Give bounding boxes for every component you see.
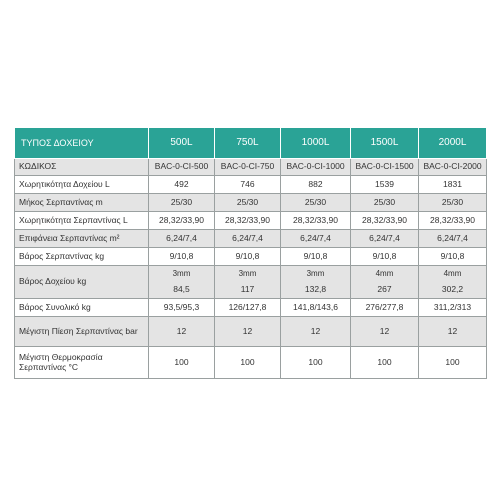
cell: 93,5/95,3 [149,299,215,317]
cell: BAC-0-CI-2000 [419,159,487,176]
table-row [15,159,487,176]
cell: 25/30 [149,194,215,212]
cell: 746 [215,176,281,194]
cell: 28,32/33,90 [351,212,419,230]
cell: 311,2/313 [419,299,487,317]
cell: 6,24/7,4 [149,230,215,248]
cell [149,266,215,299]
table-row [15,230,487,248]
cell [281,266,351,299]
cell: 1539 [351,176,419,194]
table-row [15,266,487,299]
row-label: ΚΩΔΙΚΟΣ [15,159,149,176]
weight: 302,2 [441,284,464,295]
cell: 25/30 [215,194,281,212]
row-label: Βάρος Σερπαντίνας kg [15,248,149,266]
cell: 9/10,8 [351,248,419,266]
thickness: 3mm [306,269,325,278]
cell: 25/30 [419,194,487,212]
table-row [15,176,487,194]
cell: 1831 [419,176,487,194]
cell: BAC-0-CI-1000 [281,159,351,176]
row-label: Χωρητικότητα Δοχείου L [15,176,149,194]
table-row [15,212,487,230]
cell: 12 [281,317,351,347]
table-row [15,194,487,212]
cell: BAC-0-CI-500 [149,159,215,176]
cell: 28,32/33,90 [419,212,487,230]
row-label: Βάρος Συνολικό kg [15,299,149,317]
cell: 28,32/33,90 [281,212,351,230]
row-label: Μήκος Σερπαντίνας m [15,194,149,212]
cell: 141,8/143,6 [281,299,351,317]
cell [419,266,487,299]
cell: 6,24/7,4 [419,230,487,248]
cell: BAC-0-CI-1500 [351,159,419,176]
cell: 100 [419,347,487,379]
table-row [15,347,487,379]
row-label: Μέγιστη Πίεση Σερπαντίνας bar [15,317,149,347]
size-2000: 2000L [419,128,487,159]
thickness: 3mm [172,269,191,278]
cell: 25/30 [281,194,351,212]
cell: 25/30 [351,194,419,212]
weight: 132,8 [304,284,327,295]
cell [215,266,281,299]
size-750: 750L [215,128,281,159]
cell: 12 [149,317,215,347]
cell: BAC-0-CI-750 [215,159,281,176]
thickness: 4mm [375,269,394,278]
table-row [15,299,487,317]
thickness: 4mm [443,269,462,278]
cell: 12 [351,317,419,347]
cell: 9/10,8 [149,248,215,266]
weight: 117 [240,284,255,295]
cell: 100 [149,347,215,379]
cell: 100 [351,347,419,379]
table-row [15,317,487,347]
cell: 12 [215,317,281,347]
cell: 6,24/7,4 [215,230,281,248]
cell: 9/10,8 [215,248,281,266]
weight: 267 [377,284,392,295]
cell: 126/127,8 [215,299,281,317]
type-header: ΤΥΠΟΣ ΔΟΧΕΙΟΥ [15,128,149,159]
cell: 6,24/7,4 [351,230,419,248]
cell: 28,32/33,90 [149,212,215,230]
cell: 28,32/33,90 [215,212,281,230]
cell: 276/277,8 [351,299,419,317]
weight: 84,5 [173,284,190,295]
row-label: Χωρητικότητα Σερπαντίνας L [15,212,149,230]
row-label: Μέγιστη Θερμοκρασία Σερπαντίνας °C [15,347,149,379]
cell: 100 [215,347,281,379]
cell: 9/10,8 [281,248,351,266]
table-row [15,248,487,266]
cell: 12 [419,317,487,347]
row-label: Βάρος Δοχείου kg [15,266,149,299]
header-row [15,128,487,159]
size-500: 500L [149,128,215,159]
spec-table [14,127,487,379]
cell: 6,24/7,4 [281,230,351,248]
cell: 100 [281,347,351,379]
size-1000: 1000L [281,128,351,159]
row-label: Επιφάνεια Σερπαντίνας m² [15,230,149,248]
cell: 9/10,8 [419,248,487,266]
cell: 882 [281,176,351,194]
size-1500: 1500L [351,128,419,159]
cell [351,266,419,299]
thickness: 3mm [238,269,257,278]
cell: 492 [149,176,215,194]
